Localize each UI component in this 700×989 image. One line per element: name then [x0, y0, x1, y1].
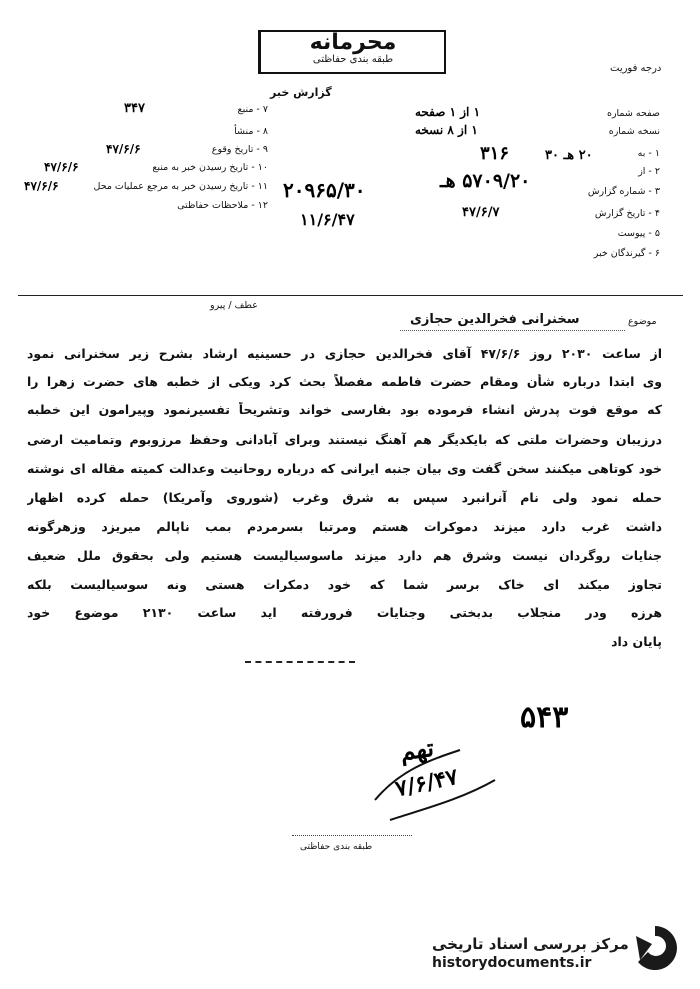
classification-stamp-subtitle: طبقه بندی حفاظتی: [312, 54, 394, 65]
field-report-number-value: ۵۷۰۹/۲۰ هـ: [440, 170, 531, 192]
field-origin: ۸ - منشأ: [234, 126, 268, 137]
body-line: داشت غرب دارد میزند دموکرات هستم ومرتبا بسرمردم بمب ناپالم میریزد وزهرگونه: [27, 519, 662, 534]
field-source: ۷ - منبع ۳۴۷: [124, 101, 268, 116]
handwritten-registration-date: ۱۱/۶/۴۷: [300, 210, 355, 229]
body-line: که موقع فوت پدرش انشاء فرموده بود بفارسی خواند وتشریحاً تفسیرنمود وپیرامون این خطبه: [27, 402, 662, 417]
report-type: گزارش خبر: [270, 86, 332, 99]
body-line: از ساعت ۲۰۳۰ روز ۴۷/۶/۶ آقای فخرالدین حجازی در حسینیه ارشاد بشرح زیر سخنرانی نمود: [27, 346, 662, 361]
field-security-notes: ۱۲ - ملاحظات حفاظتی: [177, 200, 268, 211]
field-attachment: ۵ - پیوست: [617, 228, 660, 239]
footer-rule: [292, 835, 412, 836]
field-report-number: ۳ - شماره گزارش: [587, 186, 660, 197]
field-report-date: ۴ - تاریخ گزارش: [594, 208, 660, 219]
field-source-received-date: ۱۰ - تاریخ رسیدن خبر به منبع ۴۷/۶/۶: [44, 160, 268, 174]
body-line: وی ابتدا درباره شأن ومقام حضرت فاطمه مفصلاً بحث کرد ویکی از خطبه های حضرت زهرا را: [27, 374, 662, 389]
field-source-received-date-value: ۴۷/۶/۶: [44, 160, 79, 174]
field-copy-number: نسخه شماره: [608, 126, 660, 137]
body-line: خود کوتاهی میکنند سخن گفت وی بیان جنبه ایرانی که درباره روحانیت وعدالت کمیته مقاله ای نوشته: [27, 461, 662, 476]
field-report-date-value: ۴۷/۶/۷: [462, 205, 500, 220]
watermark-title: مرکز بررسی اسناد تاریخی: [432, 935, 629, 953]
body-line: جنایات روگردان نیست وشرق هم دارد میزند ماسوسیالیست هستیم ولی بحقوق ملل ضعیف: [27, 548, 662, 563]
watermark-url: historydocuments.ir: [432, 955, 592, 971]
archive-logo-icon: [630, 922, 680, 974]
body-line: هرزه ودر منجلاب بدبختی وجنایات فرورفته اید ساعت ۲۱۳۰ موضوع خود: [27, 605, 662, 620]
handwritten-signature-scribble: [370, 740, 500, 830]
field-reference-received-date: ۱۱ - تاریخ رسیدن خبر به مرجع عملیات محل ۴۷/۶/۶: [24, 179, 268, 193]
subject-text: سخنرانی فخرالدین حجازی: [410, 312, 580, 327]
field-copy-number-value: ۱ از ۸ نسخه: [415, 123, 478, 137]
urgency-label: درجه فوریت: [610, 63, 662, 74]
end-of-text-mark: [245, 661, 355, 663]
body-line: تجاوز میکند ای خاک برسر شما که خود دمکرات هستی ونه سوسیالیست بلکه: [27, 577, 662, 592]
field-page-number: صفحه شماره: [606, 108, 660, 119]
handwritten-date: ۷/۶/۴۷: [392, 763, 461, 803]
subject-underline: [400, 330, 625, 331]
field-source-value: ۳۴۷: [124, 101, 145, 116]
field-to-value: ۳۱۶: [480, 143, 510, 164]
subject-label: موضوع: [628, 316, 657, 327]
field-recipients: ۶ - گیرندگان خبر: [593, 248, 660, 259]
body-line: حمله نمود ولی نام آنرانبرد سپس به شرق وغرب (شوروی وآمریکا) حمله کرده اظهار: [27, 490, 662, 505]
field-from-value: ۲۰ هـ ۳۰: [545, 148, 593, 163]
field-event-date-value: ۴۷/۶/۶: [106, 142, 141, 156]
field-to: ۱ - به: [637, 148, 660, 159]
field-page-number-value: ۱ از ۱ صفحه: [415, 105, 481, 119]
field-event-date: ۹ - تاریخ وقوع ۴۷/۶/۶: [106, 142, 268, 156]
field-reference-received-date-value: ۴۷/۶/۶: [24, 179, 59, 193]
footer-classification: طبقه بندی حفاظتی: [300, 842, 373, 852]
header-separator: [18, 295, 683, 296]
handwritten-archive-number: ۵۴۳: [520, 700, 569, 735]
handwritten-initials: تهم: [398, 732, 436, 767]
handwritten-registration-number: ۲۰۹۶۵/۳۰: [283, 178, 366, 202]
body-line: درزیبان وحضرات ملتی که بایکدیگر هم آهنگ نیستند وبرای آبادانی وحفظ مرزوبوم وتمامیت ارضی: [27, 432, 662, 447]
classification-stamp-title: محرمانه: [309, 30, 397, 55]
attachment-label: عطف / پیرو: [210, 300, 258, 311]
field-from: ۲ - از: [638, 166, 660, 177]
body-line: پایان داد: [611, 634, 662, 649]
